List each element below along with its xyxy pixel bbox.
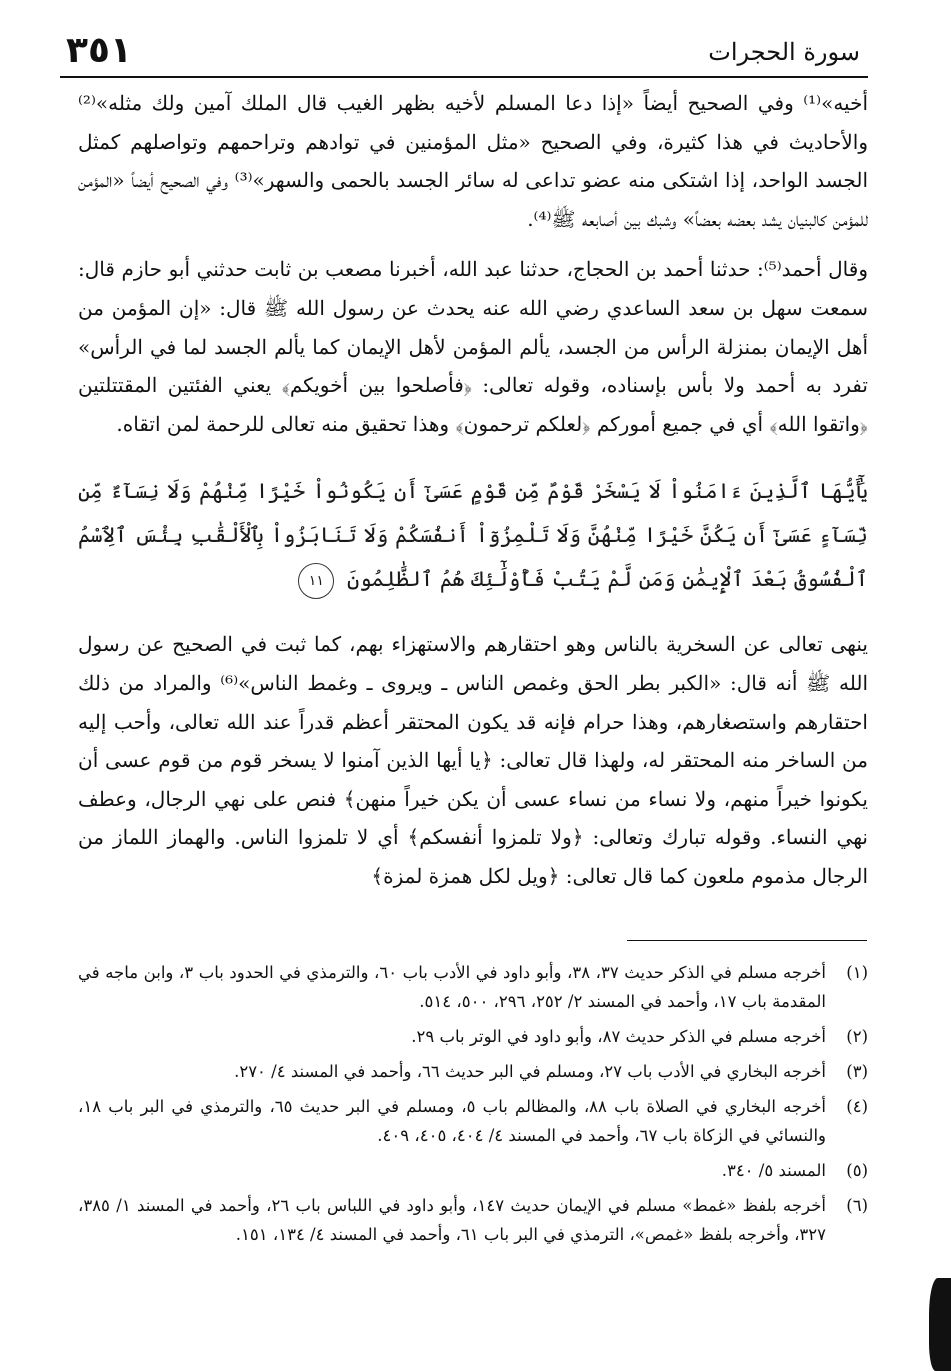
main-text: [78, 84, 868, 896]
footnote-item: [78, 1156, 868, 1185]
verse-text: يَٰٓأَيُّهَا ٱلَّذِينَ ءَامَنُواْ لَا يَسْخَرْ قَوْمٌ مِّن قَوْمٍ عَسَىٰٓ أَن يَكُونُواْ خَيْرًا مِّنْهُمْ وَلَا نِسَآءٌ مِّن نِّسَآءٍ عَسَىٰٓ أَن يَكُنَّ خَيْرًا مِّنْهُنَّ وَلَا تَلْمِزُوٓاْ أَنفُسَكُمْ وَلَا تَنَابَزُواْ بِٱلْأَلْقَٰبِ بِئْسَ ٱلِٱسْمُ ٱلْفُسُوقُ بَعْدَ ٱلْإِيمَٰنِ وَمَن لَّمْ يَتُبْ فَأُوْلَٰٓئِكَ هُمُ ٱلظَّٰلِمُونَ: [78, 479, 868, 592]
footnote-text: المسند ٥/ ٣٤٠.: [721, 1161, 826, 1180]
footnote-divider: [627, 940, 867, 941]
paragraph-hadith-brotherhood: أخيه»⁽¹⁾ وفي الصحيح أيضاً «إذا دعا المسلم لأخيه بظهر الغيب قال الملك آمين ولك مثله»⁽²⁾ والأحاديث في هذا كثيرة، وفي الصحيح «مثل المؤمنين في توادهم وتراحمهم وتواصلهم كمثل الجسد الواحد، إذا اشتكى منه عضو تداعى له سائر الجسد بالحمى والسهر»⁽³⁾ وفي الصحيح أيضاً «المؤمن للمؤمن كالبنيان يشد بعضه بعضاً» وشبك بين أصابعه ﷺ⁽⁴⁾.: [78, 91, 868, 231]
footnote-text: أخرجه البخاري في الأدب باب ٢٧، ومسلم في البر حديث ٦٦، وأحمد في المسند ٤/ ٢٧٠.: [234, 1062, 826, 1081]
footnote-item: [78, 1022, 868, 1051]
footnote-item: [78, 1092, 868, 1150]
surah-title: سورة الحجرات: [708, 38, 860, 66]
page-number: ٣٥١: [66, 30, 132, 71]
paragraph-tafsir: ينهى تعالى عن السخرية بالناس وهو احتقارهم والاستهزاء بهم، كما ثبت في الصحيح عن رسول الله ﷺ أنه قال: «الكبر بطر الحق وغمص الناس ـ ويروى ـ وغمط الناس»⁽⁶⁾ والمراد من ذلك احتقارهم واستصغارهم، وهذا حرام فإنه قد يكون المحتقر أعظم قدراً عند الله تعالى، وأحب إليه من الساخر منه المحتقر له، ولهذا قال تعالى: ﴿يا أيها الذين آمنوا لا يسخر قوم من قوم عسى أن يكونوا خيراً منهم، ولا نساء من نساء عسى أن يكن خيراً منهن﴾ فنص على نهي الرجال، وعطف نهي النساء. وقوله تبارك وتعالى: ﴿ولا تلمزوا أنفسكم﴾ أي لا تلمزوا الناس. والهماز اللماز من الرجال مذموم ملعون كما قال تعالى: ﴿ويل لكل همزة لمزة﴾: [78, 632, 868, 888]
footnote-text: أخرجه مسلم في الذكر حديث ٨٧، وأبو داود في الوتر باب ٢٩.: [411, 1027, 826, 1046]
footnote-number: (٣): [846, 1062, 868, 1081]
footnote-number: (١): [846, 963, 868, 982]
footnote-item: [78, 1191, 868, 1249]
footnote-number: (٥): [846, 1161, 868, 1180]
footnote-number: (٦): [846, 1196, 868, 1215]
footnote-item: [78, 958, 868, 1016]
footnote-text: أخرجه مسلم في الذكر حديث ٣٧، ٣٨، وأبو داود في الأدب باب ٦٠، والترمذي في الحدود باب ٣، وابن ماجه في المقدمة باب ١٧، وأحمد في المسند ٢/ ٢٥٢، ٢٩٦، ٥٠٠، ٥١٤.: [78, 963, 826, 1011]
footnote-item: [78, 1057, 868, 1086]
header-divider: [60, 76, 868, 78]
footnote-text: أخرجه البخاري في الصلاة باب ٨٨، والمظالم باب ٥، ومسلم في البر حديث ٦٥، والترمذي في البر باب ١٨، والنسائي في الزكاة باب ٦٧، وأحمد في المسند ٤/ ٤٠٤، ٤٠٥، ٤٠٩.: [78, 1097, 827, 1145]
page-header: [60, 28, 868, 78]
quran-verse: [78, 469, 868, 601]
footnote-text: أخرجه بلفظ «غمط» مسلم في الإيمان حديث ١٤٧، وأبو داود في اللباس باب ٢٦، وأحمد في المسند ١/ ٣٨٥، ٣٢٧، وأخرجه بلفظ «غمص»، الترمذي في البر باب ٦١، وأحمد في المسند ٤/ ١٣٤، ١٥١.: [78, 1196, 826, 1244]
verse-number-marker: ١١: [298, 563, 334, 599]
scan-edge-shadow: [929, 1278, 951, 1371]
footnote-number: (٢): [846, 1027, 868, 1046]
paragraph-ahmad-narration: وقال أحمد⁽⁵⁾: حدثنا أحمد بن الحجاج، حدثنا عبد الله، أخبرنا مصعب بن ثابت حدثني أبو حازم قال: سمعت سهل بن سعد الساعدي رضي الله عنه يحدث عن رسول الله ﷺ قال: «إن المؤمن من أهل الإيمان بمنزلة الرأس من الجسد، يألم المؤمن لأهل الإيمان كما يألم الجسد لما في الرأس» تفرد به أحمد ولا بأس بإسناده، وقوله تعالى: ﴿فأصلحوا بين أخويكم﴾ يعني الفئتين المقتتلتين ﴿واتقوا الله﴾ أي في جميع أموركم ﴿لعلكم ترحمون﴾ وهذا تحقيق منه تعالى للرحمة لمن اتقاه.: [78, 257, 868, 436]
footnote-number: (٤): [846, 1097, 868, 1116]
footnotes: [78, 958, 868, 1255]
